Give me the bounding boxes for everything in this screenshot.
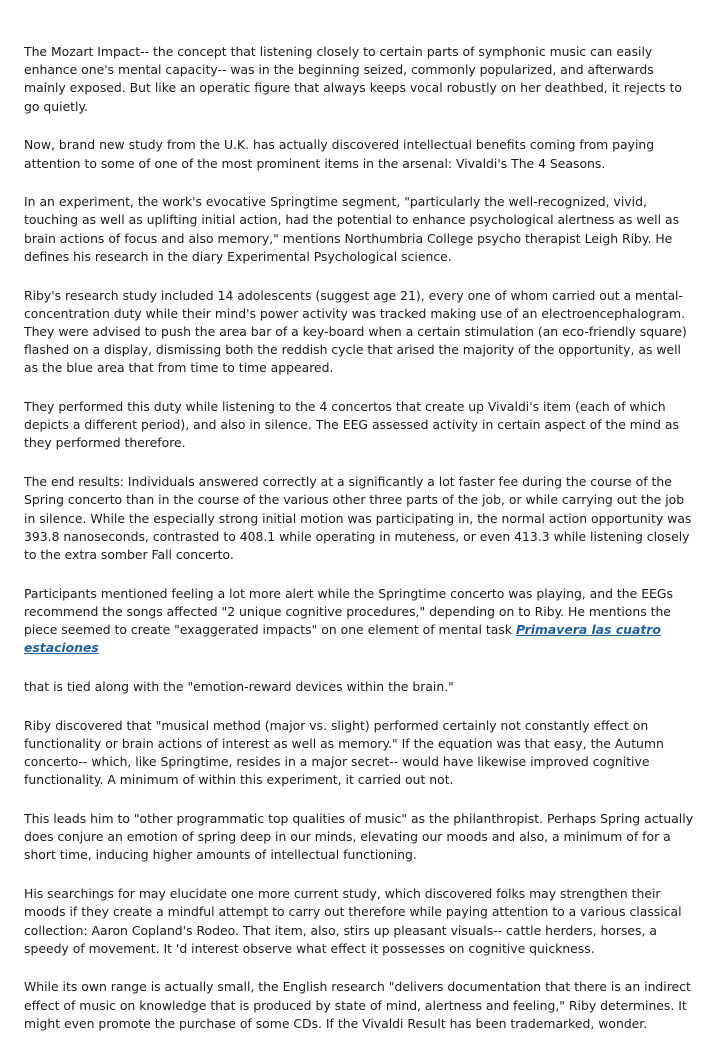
paragraph-6: The end results: Individuals answered correctly at a significantly a lot faster fee during the course of the Spring concerto than in the course of the various other three parts of the job, or while carrying out the job in silence. While the especially strong initial motion was participating in, the normal action opportunity was 393.8 nanoseconds, contrasted to 408.1 while operating in muteness, or even 413.3 while listening closely to the extra somber Fall concerto. xyxy=(24,474,692,562)
paragraph-1: The Mozart Impact-- the concept that listening closely to certain parts of symphonic music can easily enhance one's mental capacity-- was in the beginning seized, commonly popularized, and afterwards mainly exposed. But like an operatic figure that always keeps vocal robustly on her deathbed, it rejects to go quietly. xyxy=(24,44,682,114)
paragraph-12: While its own range is actually small, the English research "delivers documentation that there is an indirect effect of music on knowledge that is produced by state of mind, alertness and feeling," Riby determines. It might even promote the purchase of some CDs. If the Vivaldi Result has been trademarked, wonder. xyxy=(24,979,691,1031)
paragraph-7-text: Participants mentioned feeling a lot more alert while the Springtime concerto was playing, and the EEGs recommend the songs affected "2 unique cognitive procedures," depending on to Riby. He mentions the piece seemed to create "exaggerated impacts" on one element of mental task xyxy=(24,585,673,638)
paragraph-4: Riby's research study included 14 adolescents (suggest age 21), every one of whom carried out a mental-concentration duty while their mind's power activity was tracked making use of an electroencephalogram. They were advised to push the area bar of a key-board when a certain stimulation (an eco-friendly square) flashed on a display, dismissing both the reddish cycle that arised the majority of the opportunity, as well as the blue area that from time to time appeared. xyxy=(24,287,687,376)
paragraph-9: Riby discovered that "musical method (major vs. slight) performed certainly not constantly effect on functionality or brain actions of interest as well as memory." If the equation was that easy, the Autumn concerto-- which, like Springtime, resides in a major secret-- would have likewise improved cognitive functionality. A minimum of within this experiment, it carried out not. xyxy=(24,717,664,788)
article-body xyxy=(24,43,696,1054)
paragraph-11: His searchings for may elucidate one more current study, which discovered folks may strengthen their moods if they create a mindful attempt to carry out therefore while paying attention to a various classical collection: Aaron Copland's Rodeo. That item, also, stirs up pleasant visuals-- cattle herders, horses, a speedy of movement. It 'd interest observe what effect it possesses on cognitive quickness. xyxy=(24,886,682,956)
paragraph-5: They performed this duty while listening to the 4 concertos that create up Vivaldi's item (each of which depicts a different period), and also in silence. The EEG assessed activity in certain aspect of the mind as they performed therefore. xyxy=(24,399,679,451)
paragraph-3: In an experiment, the work's evocative Springtime segment, "particularly the well-recognized, vivid, touching as well as uplifting initial action, had the potential to enhance psychological alertness as well as brain actions of focus and also memory," mentions Northumbria College psycho therapist Leigh Riby. He defines his research in the diary Experimental Psychological science. xyxy=(24,194,680,264)
paragraph-8: that is tied along with the "emotion-reward devices within the brain." xyxy=(24,678,454,694)
paragraph-10: This leads him to "other programmatic top qualities of music" as the philanthropist. Perhaps Spring actually does conjure an emotion of spring deep in our minds, elevating our moods and also, a minimum of for a short time, inducing higher amounts of intellectual functioning. xyxy=(24,811,694,863)
paragraph-2: Now, brand new study from the U.K. has actually discovered intellectual benefits coming from paying attention to some of one of the most prominent items in the arsenal: Vivaldi's The 4 Seasons. xyxy=(24,137,655,171)
paragraph-7 xyxy=(24,585,696,658)
primavera-link[interactable]: Primavera las cuatro estaciones xyxy=(24,622,661,656)
